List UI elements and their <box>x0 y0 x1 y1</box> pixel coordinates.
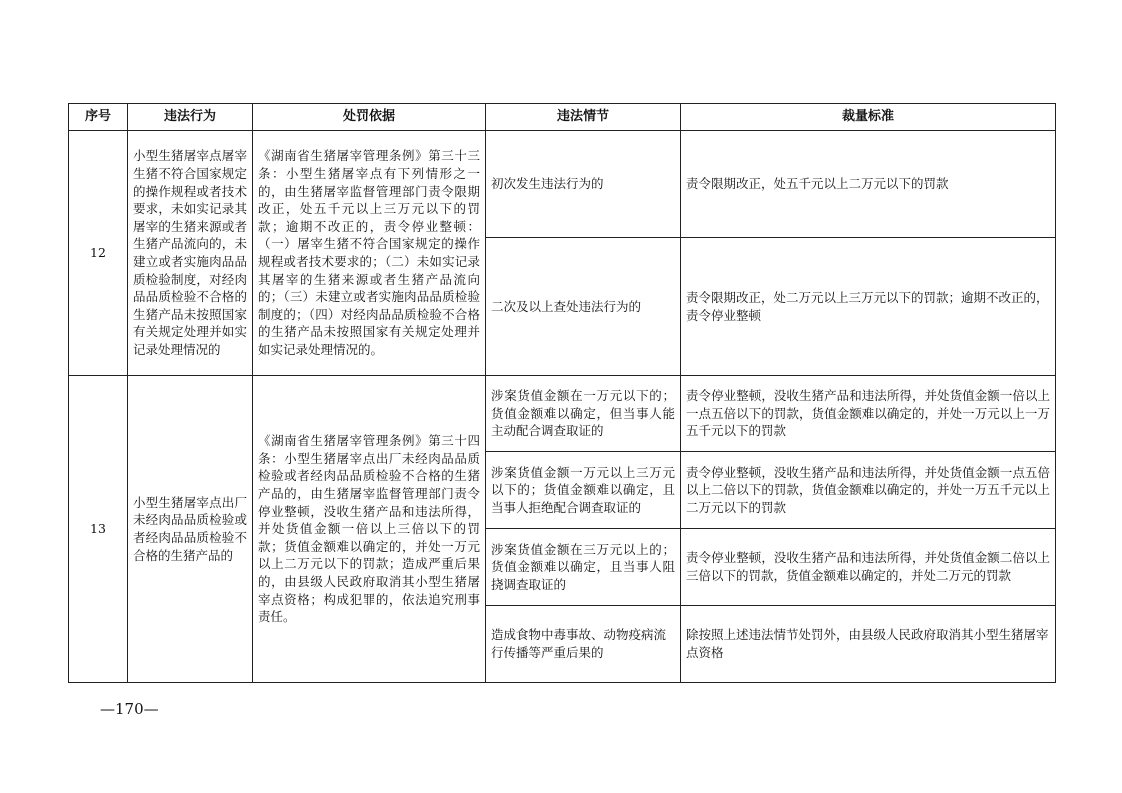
row-circumstance: 造成食物中毒事故、动物疫病流行传播等严重后果的 <box>486 606 681 683</box>
row-standard: 责令限期改正，处五千元以上二万元以下的罚款 <box>681 131 1056 238</box>
header-penalty-basis: 处罚依据 <box>253 104 486 131</box>
header-discretion-standard: 裁量标准 <box>681 104 1056 131</box>
row-circumstance: 初次发生违法行为的 <box>486 131 681 238</box>
table-header-row <box>69 104 1056 131</box>
row-violation-act: 小型生猪屠宰点出厂未经肉品品质检验或者经肉品品质检验不合格的生猪产品的 <box>128 376 253 683</box>
header-violation-circumstance: 违法情节 <box>486 104 681 131</box>
row-circumstance: 涉案货值金额一万元以上三万元以下的；货值金额难以确定，且当事人拒绝配合调查取证的 <box>486 452 681 529</box>
row-penalty-basis: 《湖南省生猪屠宰管理条例》第三十四条：小型生猪屠宰点出厂未经肉品品质检验或者经肉品品质检验不合格的生猪产品的，由生猪屠宰监督管理部门责令停业整顿，没收生猪产品和违法所得，并处货值金额一倍以上三倍以下的罚款；货值金额难以确定的，并处一万元以上二万元以下的罚款；造成严重后果的，由县级人民政府取消其小型生猪屠宰点资格；构成犯罪的，依法追究刑事责任。 <box>253 376 486 683</box>
page-number: —170— <box>100 700 159 718</box>
row-penalty-basis: 《湖南省生猪屠宰管理条例》第三十三条：小型生猪屠宰点有下列情形之一的，由生猪屠宰监督管理部门责令限期改正，处五千元以上三万元以下的罚款；逾期不改正的，责令停业整顿：（一）屠宰生猪不符合国家规定的操作规程或者技术要求的；（二）未如实记录其屠宰的生猪来源或者生猪产品流向的；（三）未建立或者实施肉品品质检验制度的；（四）对经肉品品质检验不合格的生猪产品未按照国家有关规定处理并如实记录处理情况的。 <box>253 131 486 376</box>
header-violation-act: 违法行为 <box>128 104 253 131</box>
row-standard: 责令停业整顿，没收生猪产品和违法所得，并处货值金额二倍以上三倍以下的罚款，货值金额难以确定的，并处二万元的罚款 <box>681 529 1056 606</box>
row-circumstance: 涉案货值金额在一万元以下的；货值金额难以确定，但当事人能主动配合调查取证的 <box>486 376 681 452</box>
row-standard: 除按照上述违法情节处罚外，由县级人民政府取消其小型生猪屠宰点资格 <box>681 606 1056 683</box>
row-standard: 责令限期改正，处二万元以上三万元以下的罚款；逾期不改正的，责令停业整顿 <box>681 238 1056 376</box>
header-seq: 序号 <box>69 104 128 131</box>
row-seq: 12 <box>69 131 128 376</box>
row-circumstance: 涉案货值金额在三万元以上的；货值金额难以确定，且当事人阻挠调查取证的 <box>486 529 681 606</box>
table-row <box>69 376 1056 452</box>
row-seq: 13 <box>69 376 128 683</box>
table-row <box>69 131 1056 238</box>
row-standard: 责令停业整顿，没收生猪产品和违法所得，并处货值金额一倍以上一点五倍以下的罚款，货值金额难以确定的，并处一万元以上一万五千元以下的罚款 <box>681 376 1056 452</box>
row-violation-act: 小型生猪屠宰点屠宰生猪不符合国家规定的操作规程或者技术要求，未如实记录其屠宰的生猪来源或者生猪产品流向的，未建立或者实施肉品品质检验制度，对经肉品品质检验不合格的生猪产品未按照国家有关规定处理并如实记录处理情况的 <box>128 131 253 376</box>
row-standard: 责令停业整顿，没收生猪产品和违法所得，并处货值金额一点五倍以上二倍以下的罚款，货值金额难以确定的，并处一万五千元以上二万元以下的罚款 <box>681 452 1056 529</box>
row-circumstance: 二次及以上查处违法行为的 <box>486 238 681 376</box>
penalty-discretion-table <box>68 103 1056 683</box>
